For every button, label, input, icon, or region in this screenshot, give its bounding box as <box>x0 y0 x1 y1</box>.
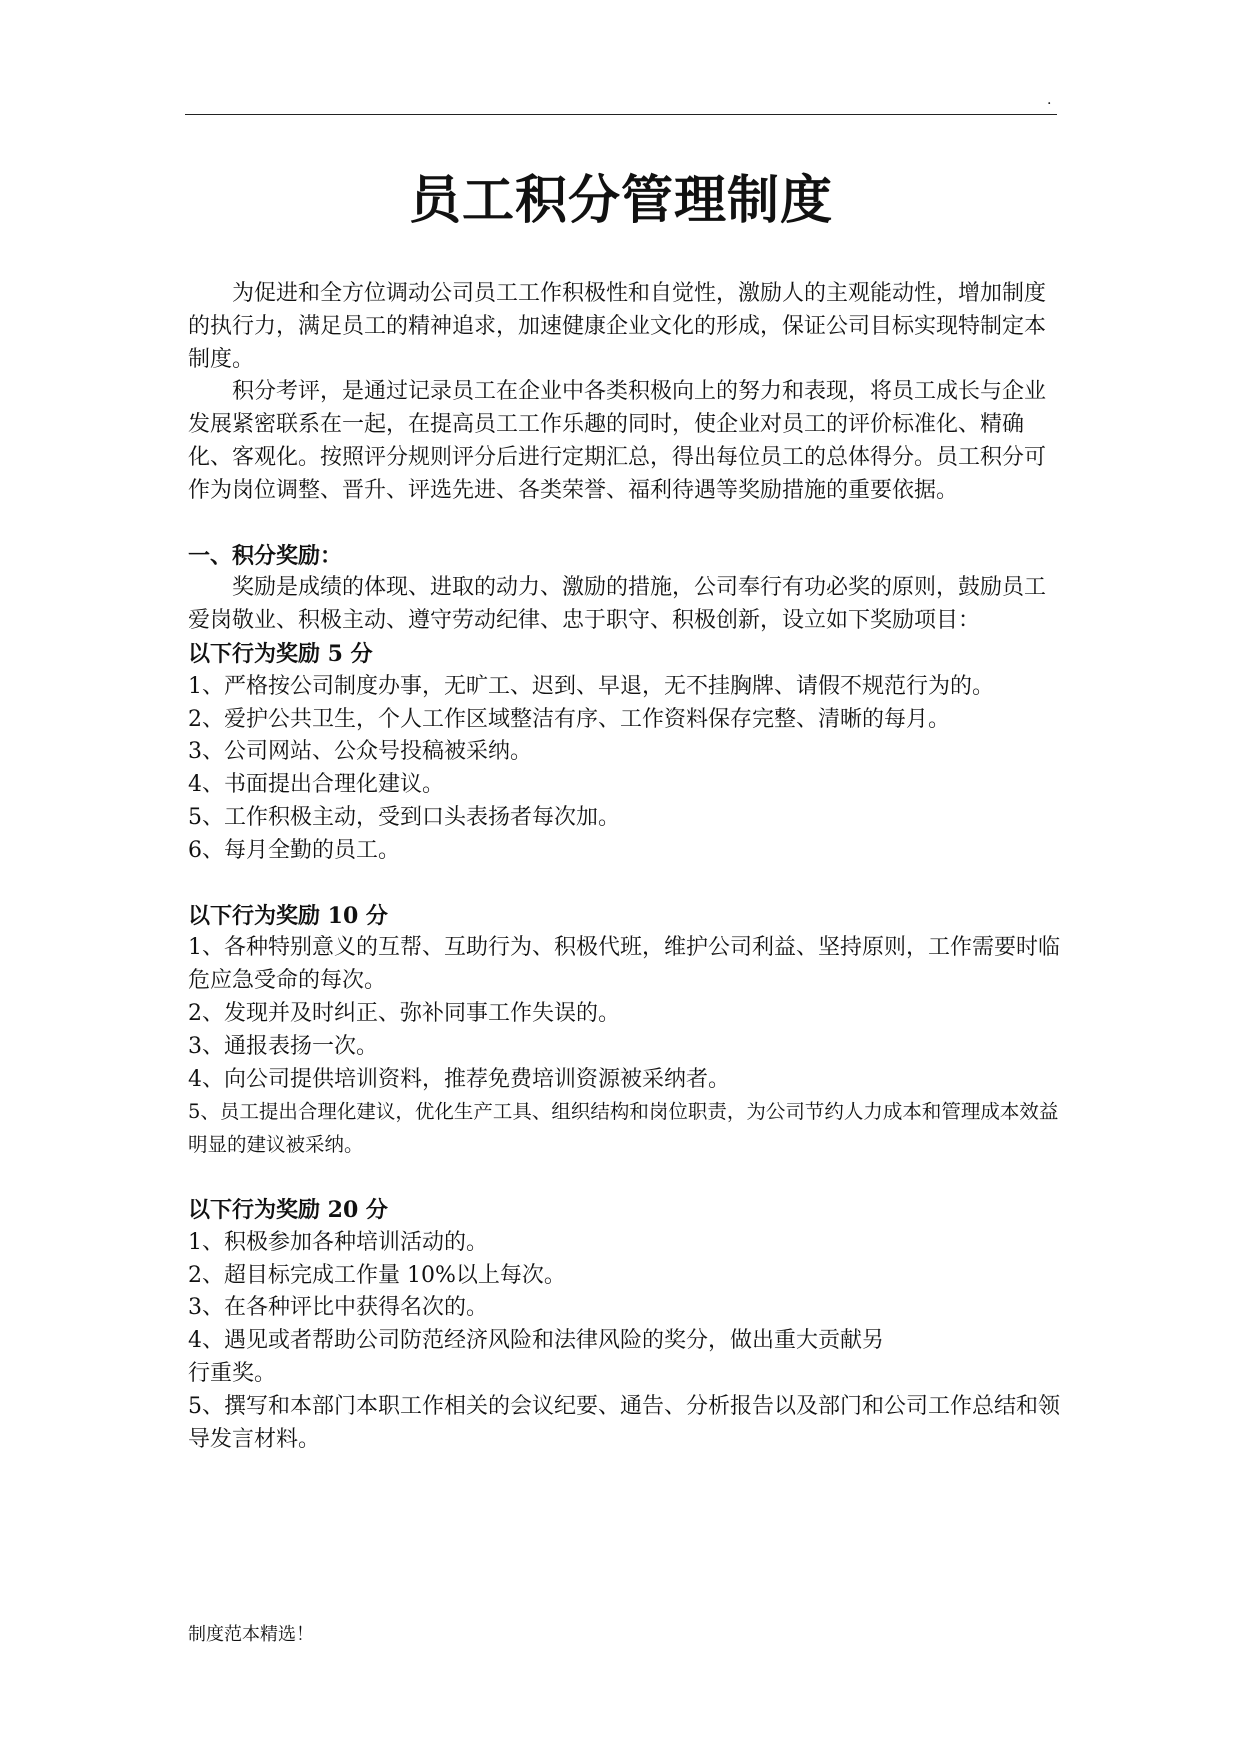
reward-group-heading: 以下行为奖励 20 分 <box>188 1196 388 1223</box>
header-mark: . <box>1047 92 1052 108</box>
list-item: 2、爱护公共卫生，个人工作区域整洁有序、工作资料保存完整、清晰的每月。 <box>188 706 950 732</box>
list-item: 1、各种特别意义的互帮、互助行为、积极代班，维护公司利益、坚持原则，工作需要时临危应急受命的每次。 <box>188 935 1061 994</box>
list-item: 2、发现并及时纠正、弥补同事工作失误的。 <box>188 1000 620 1026</box>
list-item: 4、遇见或者帮助公司防范经济风险和法律风险的奖分，做出重大贡献另 <box>188 1328 884 1354</box>
list-item: 5、撰写和本部门本职工作相关的会议纪要、通告、分析报告以及部门和公司工作总结和领导发言材料。 <box>188 1393 1061 1452</box>
list-item: 6、每月全勤的员工。 <box>188 837 400 863</box>
reward-group-heading: 以下行为奖励 10 分 <box>188 902 388 929</box>
spacer <box>188 508 1060 540</box>
reward-group-heading: 以下行为奖励 5 分 <box>188 640 373 667</box>
list-item: 2、超目标完成工作量 10%以上每次。 <box>188 1262 566 1288</box>
list-item: 3、通报表扬一次。 <box>188 1033 378 1059</box>
section-intro: 奖励是成绩的体现、进取的动力、激励的措施，公司奉行有功必奖的原则，鼓励员工爱岗敬业、积极主动、遵守劳动纪律、忠于职守、积极创新，设立如下奖励项目： <box>188 575 1047 634</box>
document-body <box>188 278 1060 1456</box>
list-item: 1、严格按公司制度办事，无旷工、迟到、早退，无不挂胸牌、请假不规范行为的。 <box>188 673 994 699</box>
list-item: 行重奖。 <box>188 1360 277 1386</box>
spacer <box>188 868 1060 900</box>
footer-text: 制度范本精选！ <box>188 1624 314 1645</box>
document-title: 员工积分管理制度 <box>408 170 833 231</box>
intro-paragraph: 为促进和全方位调动公司员工工作积极性和自觉性，激励人的主观能动性，增加制度的执行力，满足员工的精神追求，加速健康企业文化的形成，保证公司目标实现特制定本制度。 <box>188 281 1047 372</box>
list-item: 4、书面提出合理化建议。 <box>188 772 444 798</box>
list-item: 3、在各种评比中获得名次的。 <box>188 1295 488 1321</box>
list-item: 1、积极参加各种培训活动的。 <box>188 1229 488 1255</box>
header-rule <box>185 114 1057 115</box>
list-item: 5、员工提出合理化建议，优化生产工具、组织结构和岗位职责，为公司节约人力成本和管理成本效益明显的建议被采纳。 <box>188 1100 1059 1157</box>
intro-paragraph: 积分考评，是通过记录员工在企业中各类积极向上的努力和表现，将员工成长与企业发展紧密联系在一起，在提高员工工作乐趣的同时，使企业对员工的评价标准化、精确化、客观化。按照评分规则评分后进行定期汇总，得出每位员工的总体得分。员工积分可作为岗位调整、晋升、评选先进、各类荣誉、福利待遇等奖励措施的重要依据。 <box>188 379 1047 503</box>
spacer <box>188 1162 1060 1194</box>
list-item: 4、向公司提供培训资料，推荐免费培训资源被采纳者。 <box>188 1066 730 1092</box>
list-item: 5、工作积极主动，受到口头表扬者每次加。 <box>188 804 620 830</box>
list-item: 3、公司网站、公众号投稿被采纳。 <box>188 739 532 765</box>
section-heading: 一、积分奖励： <box>188 542 343 569</box>
